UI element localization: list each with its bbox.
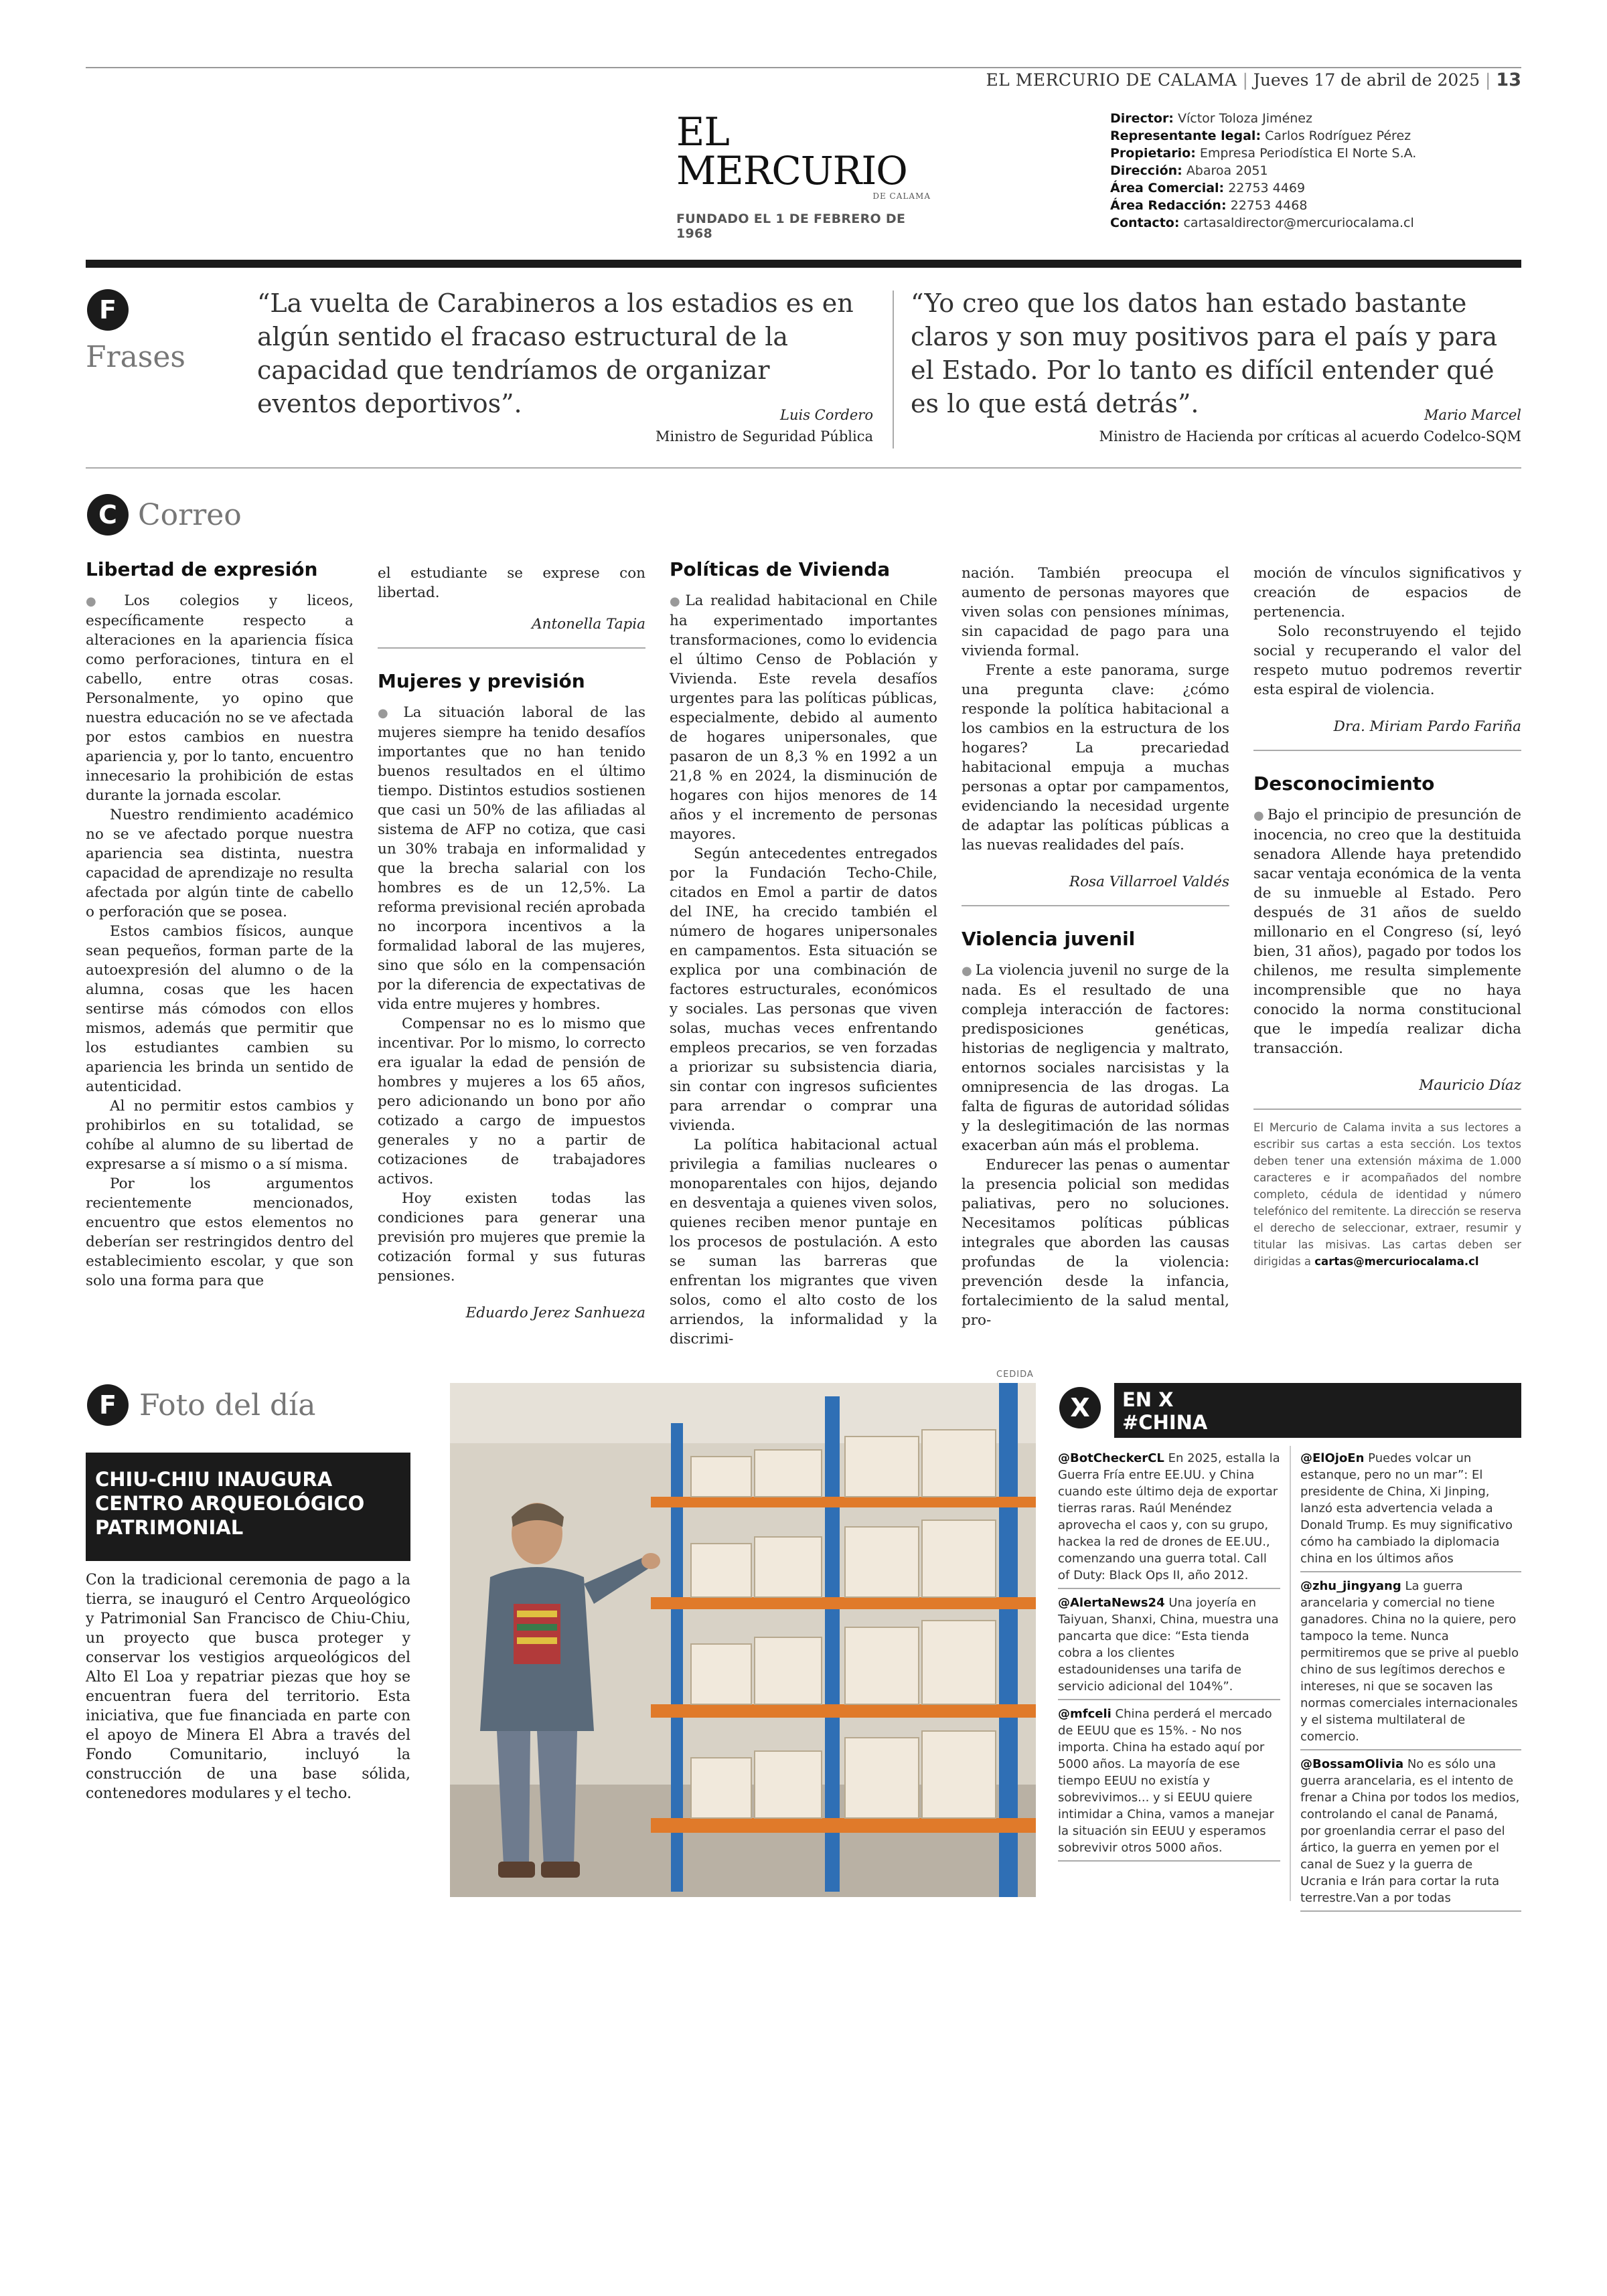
letter-column-2 (378, 564, 645, 1336)
staff-box (1110, 110, 1525, 232)
folio: EL MERCURIO DE CALAMA | Jueves 17 de abril de 2025 | 13 (986, 70, 1521, 90)
contact-email[interactable]: cartasaldirector@mercuriocalama.cl (1183, 216, 1414, 230)
letters-notice: El Mercurio de Calama invita a sus lectores a escribir sus cartas a esta sección. Los textos deben tener una extensión máxima de 1.000 caracteres e ir acompañados del nombre completo, cédula de identidad y número telefónico del remitente. La dirección se reserva el derecho de seleccionar, extraer, resumir y titular las misivas. Las cartas deben ser dirigidas a cartas@mercuriocalama.cl (1253, 1121, 1521, 1268)
letter-signature: Dra. Miriam Pardo Fariña (1333, 718, 1521, 735)
quote-author: Mario Marcel (1424, 407, 1521, 423)
staff-line: Director: Víctor Toloza Jiménez (1110, 111, 1312, 126)
tweet-user[interactable]: @mfceli (1058, 1707, 1112, 1721)
folio-date: Jueves 17 de abril de 2025 (1253, 70, 1480, 90)
photo-credit: CEDIDA (996, 1370, 1034, 1380)
letter-separator (1253, 1109, 1521, 1110)
letter-paragraph: moción de vínculos significativos y creación de espacios de pertenencia. (1253, 565, 1521, 621)
quote-2 (911, 286, 1521, 420)
letter-signature: Mauricio Díaz (1419, 1077, 1521, 1094)
letter-paragraph: Solo reconstruyendo el tejido social y recuperando el valor del respeto mutuo podremos revertir esta espiral de violencia. (1253, 623, 1521, 698)
letter-paragraph: nación. También preocupa el aumento de personas mayores que viven solas con pensiones mínimas, sin capacidad de pago para una vivienda formal. (962, 565, 1229, 659)
letter-title: Políticas de Vivienda (670, 558, 891, 580)
letter-paragraph: Compensar no es lo mismo que incentivar. Por lo mismo, lo correcto era igualar la edad de pensión de hombres y mujeres a los 65 años, pero adicionando un bono por año cotizado a cargo de impuestos generales y no a partir de cotizaciones de trabajadores activos. (378, 1015, 645, 1187)
letter-paragraph: Frente a este panorama, surge una pregunta clave: ¿cómo responde la política habitacional a los cambios en la estructura de los hogares? La precariedad habitacional empuja a muchas personas a optar por campamentos, evidenciando la necesidad urgente de adaptar las políticas públicas a las nuevas realidades del país. (962, 662, 1229, 853)
tweet: @mfceli China perderá el mercado de EEUU que es 15%. - No nos importa. China ha estado aquí por 5000 años. La mayoría de ese tiempo EEUU no existía y sobrevivimos... y si EEUU quiere intimidar a China, vamos a manejar la situación sin EEUU y esperamos sobrevivir otros 5000 años. (1058, 1700, 1280, 1862)
photo-caption: Con la tradicional ceremonia de pago a la tierra, se inauguró el Centro Arqueológico y Patrimonial San Francisco de Chiu-Chiu, un proyecto que busca proteger y conservar los vestigios arqueológicos del Alto El Loa y repatriar piezas que hoy se encuentran fuera del territorio. Esta iniciativa, que fue financiada en parte con el apoyo de Minera El Abra a través del Fondo Comunitario, incluyó la construcción de una base sólida, contenedores modulares y el techo. (86, 1572, 410, 1802)
photo-headline: CHIU-CHIU INAUGURA CENTRO ARQUEOLÓGICO PATRIMONIAL (86, 1453, 410, 1561)
letter-title: Libertad de expresión (86, 558, 318, 580)
letter-title: Mujeres y previsión (378, 670, 585, 692)
letter-paragraph: Según antecedentes entregados por la Fundación Techo-Chile, citados en Emol a partir de datos del INE, ha crecido también el número de hogares unipersonales en campamentos. Esta situación se explica por una combinación de factores estructurales, económicos y sociales. Las personas que viven solas, muchas veces enfrentando empleos precarios, se ven forzadas a priorizar su subsistencia diaria, sin contar con ingresos suficientes para arrendar o comprar una vivienda. (670, 845, 937, 1134)
masthead-founded: FUNDADO EL 1 DE FEBRERO DE 1968 (676, 212, 906, 241)
quote-1 (257, 286, 873, 420)
tweet: @AlertaNews24 Una joyería en Taiyuan, Shanxi, China, muestra una pancarta que dice: “Esta tienda cobra a los clientes estadounidenses una tarifa de servicio adicional del 104%”. (1058, 1589, 1280, 1700)
letter-separator (378, 647, 645, 649)
masthead-sub: DE CALAMA (872, 191, 931, 201)
photo-archaeological-storage (450, 1383, 1036, 1897)
letter-paragraph: ● La realidad habitacional en Chile ha experimentado importantes transformaciones, como lo evidencia el último Censo de Población y Vivienda. Este revela desafíos urgentes para las políticas públicas, especialmente, debido al aumento de hogares unipersonales, que pasaron de un 8,3 % en 1992 a un 21,8 % en 2024, la disminución de hogares con hijos menores de 14 años y el incremento de personas mayores. (670, 591, 937, 844)
quote-text: “Yo creo que los datos han estado bastante claros y son muy positivos para el país y para el Estado. Por lo tanto es difícil entender qué es lo que está detrás”. (911, 289, 1498, 418)
foto-badge: F (87, 1384, 129, 1426)
letter-paragraph: ● Los colegios y liceos, específicamente respecto a alteraciones en la apariencia física como perforaciones, tintura en el cabello, entre otras cosas. Personalmente, yo opino que nuestra educación no se ve afectada por estos cambios en nuestra apariencia y, por lo tanto, encuentro innecesario la prohibición de estas durante la jornada escolar. (86, 591, 354, 805)
tweet-user[interactable]: @BotCheckerCL (1058, 1451, 1164, 1465)
letter-column-4 (962, 564, 1229, 1330)
quote-author: Luis Cordero (780, 407, 873, 423)
masthead-logo: EL MERCURIO (676, 109, 907, 193)
letter-signature: Eduardo Jerez Sanhueza (465, 1305, 645, 1321)
correo-badge: C (87, 494, 129, 536)
x-title-bar (1114, 1383, 1521, 1438)
staff-line: Propietario: Empresa Periodística El Norte S.A. (1110, 146, 1417, 161)
letter-paragraph: Endurecer las penas o aumentar la presencia policial son medidas paliativas, pero no soluciones. Necesitamos políticas públicas integrales que aborden las causas profundas de la violencia: prevención desde la infancia, fortalecimiento de la salud mental, pro- (962, 1157, 1229, 1329)
letter-paragraph: Hoy existen todas las condiciones para generar una previsión pro mujeres que premie la cotización formal y sus futuras pensiones. (378, 1190, 645, 1285)
letter-paragraph: Por los argumentos recientemente mencionados, encuentro que estos elementos no deberían ser restringidos dentro del establecimiento escolar, y que son solo una forma para que (86, 1175, 354, 1289)
top-rule (86, 67, 1521, 68)
tweet: @BossamOlivia No es sólo una guerra arancelaria, es el intento de frenar a China por todos los medios, controlando el canal de Panamá, por groenlandia cerrar el paso del ártico, la guerra en yemen por el canal de Suez y la guerra de Ucrania e Irán para cortar la ruta terrestre.Van a por todas (1300, 1750, 1521, 1912)
tweet-user[interactable]: @BossamOlivia (1300, 1757, 1404, 1771)
folio-publication: EL MERCURIO DE CALAMA (986, 70, 1237, 90)
staff-line: Representante legal: Carlos Rodríguez Pérez (1110, 129, 1411, 143)
letter-separator (1253, 750, 1521, 751)
letter-signature: Rosa Villarroel Valdés (1069, 874, 1229, 890)
letter-paragraph: ● La violencia juvenil no surge de la nada. Es el resultado de una compleja interacción de factores: predisposiciones genéticas, historias de negligencia y maltrato, entornos sociales narcisistas y la omnipresencia de las drogas. La falta de figuras de autoridad sólidas y la deslegitimación de las normas exacerban aún más el problema. (962, 961, 1229, 1155)
correo-title: Correo (138, 498, 242, 532)
letter-column-3 (670, 560, 937, 1349)
letter-paragraph: el estudiante se exprese con libertad. (378, 565, 645, 601)
staff-line: Contacto: cartasaldirector@mercuriocalama.cl (1110, 216, 1414, 230)
x-title-line-2: #CHINA (1122, 1411, 1208, 1434)
letter-separator (962, 905, 1229, 906)
x-title-line-1: EN X (1122, 1388, 1174, 1411)
tweet-user[interactable]: @AlertaNews24 (1058, 1596, 1165, 1610)
frases-title: Frases (86, 340, 185, 374)
foto-title: Foto del día (139, 1388, 316, 1422)
letter-title: Violencia juvenil (962, 928, 1136, 950)
tweet-user[interactable]: @zhu_jingyang (1300, 1579, 1401, 1593)
masthead (676, 109, 931, 241)
photo-image (450, 1383, 1036, 1897)
letter-paragraph: La política habitacional actual privilegia a familias nucleares o monoparentales con hijos, dejando en desventaja a quienes viven solos, quienes reciben menor puntaje en los procesos de postulación. A esto se suman las barreras que enfrentan los migrantes que viven solos, como el alto costo de los arriendos, la informalidad y la discrimi- (670, 1137, 937, 1347)
frases-bottom-rule (86, 467, 1521, 469)
tweets-left (1058, 1445, 1280, 1862)
quote-divider (893, 291, 894, 448)
letter-signature: Antonella Tapia (532, 616, 645, 633)
letters-email[interactable]: cartas@mercuriocalama.cl (1314, 1255, 1479, 1268)
quote-role: Ministro de Hacienda por críticas al acuerdo Codelco-SQM (1099, 428, 1521, 444)
tweet: @zhu_jingyang La guerra arancelaria y comercial no tiene ganadores. China no la quiere, pero tampoco la teme. Nunca permitiremos que se prive al pueblo chino de sus legítimos derechos e intereses, ni que se socaven las normas comerciales internacionales y el sistema multilateral de comercio. (1300, 1572, 1521, 1750)
staff-line: Área Comercial: 22753 4469 (1110, 181, 1306, 195)
letter-paragraph: Nuestro rendimiento académico no se ve afectado porque nuestra apariencia sea distinta, nuestra capacidad de aprendizaje no resulta afectada por algún tinte de cabello o perforación que se posea. (86, 807, 354, 920)
section-divider (86, 260, 1521, 268)
letter-paragraph: ● Bajo el principio de presunción de inocencia, no creo que la destituida senadora Allende haya pretendido sacar ventaja económica de la venta de su inmueble al Estado. Pero después de 31 años de sueldo millonario en el Congreso (sí, leyó bien, 31 años), pagado por todos los chilenos, me resulta simplemente incomprensible que no haya conocido la norma constitucional que le impedía realizar dicha transacción. (1253, 805, 1521, 1058)
tweets-right (1300, 1445, 1521, 1912)
quote-text: “La vuelta de Carabineros a los estadios es en algún sentido el fracaso estructural de la capacidad que tendríamos de organizar eventos deportivos”. (257, 289, 854, 418)
letter-title: Desconocimiento (1253, 772, 1435, 795)
quote-role: Ministro de Seguridad Pública (655, 428, 873, 444)
tweet: @ElOjoEn Puedes volcar un estanque, pero no un mar”: El presidente de China, Xi Jinping, lanzó esta advertencia velada a Donald Trump. Es muy significativo cómo ha cambiado la diplomacia china en los últimos años (1300, 1445, 1521, 1572)
letter-column-5 (1253, 564, 1521, 1270)
frases-badge: F (87, 289, 129, 331)
page-number: 13 (1496, 70, 1521, 90)
staff-line: Área Redacción: 22753 4468 (1110, 198, 1308, 213)
tweet-user[interactable]: @ElOjoEn (1300, 1451, 1365, 1465)
letter-column-1 (86, 560, 354, 1291)
tweets-divider (1290, 1446, 1291, 1901)
x-badge: X (1059, 1387, 1101, 1428)
letter-paragraph: Al no permitir estos cambios y prohibirlos en su totalidad, se cohíbe al alumno de su libertad de expresarse a sí mismo o a sí misma. (86, 1098, 354, 1173)
tweet: @BotCheckerCL En 2025, estalla la Guerra Fría entre EE.UU. y China cuando este último deja de exportar tierras raras. Raúl Menéndez aprovecha el caos y, con su grupo, hackea la red de drones de EE.UU., comenzando una guerra total. Call of Duty: Black Ops II, año 2012. (1058, 1445, 1280, 1589)
letter-paragraph: ● La situación laboral de las mujeres siempre ha tenido desafíos importantes que no han tenido buenos resultados en el último tiempo. Distintos estudios sostienen que casi un 50% de las afiliadas al sistema de AFP no cotiza, que casi un 30% trabaja en informalidad y que la brecha salarial con los hombres es de un 12,5%. La reforma previsional recién aprobada no incorpora incentivos a la formalidad laboral de las mujeres, sino que sólo en la compensación por la diferencia de expectativas de vida entre mujeres y hombres. (378, 703, 645, 1014)
letter-paragraph: Estos cambios físicos, aunque sean pequeños, forman parte de la autoexpresión del alumno o de la alumna, cosas que les hacen sentirse más cómodos con ellos mismos, además que permitir que los estudiantes cambien su apariencia les brinda un sentido de autenticidad. (86, 923, 354, 1095)
staff-line: Dirección: Abaroa 2051 (1110, 163, 1268, 178)
